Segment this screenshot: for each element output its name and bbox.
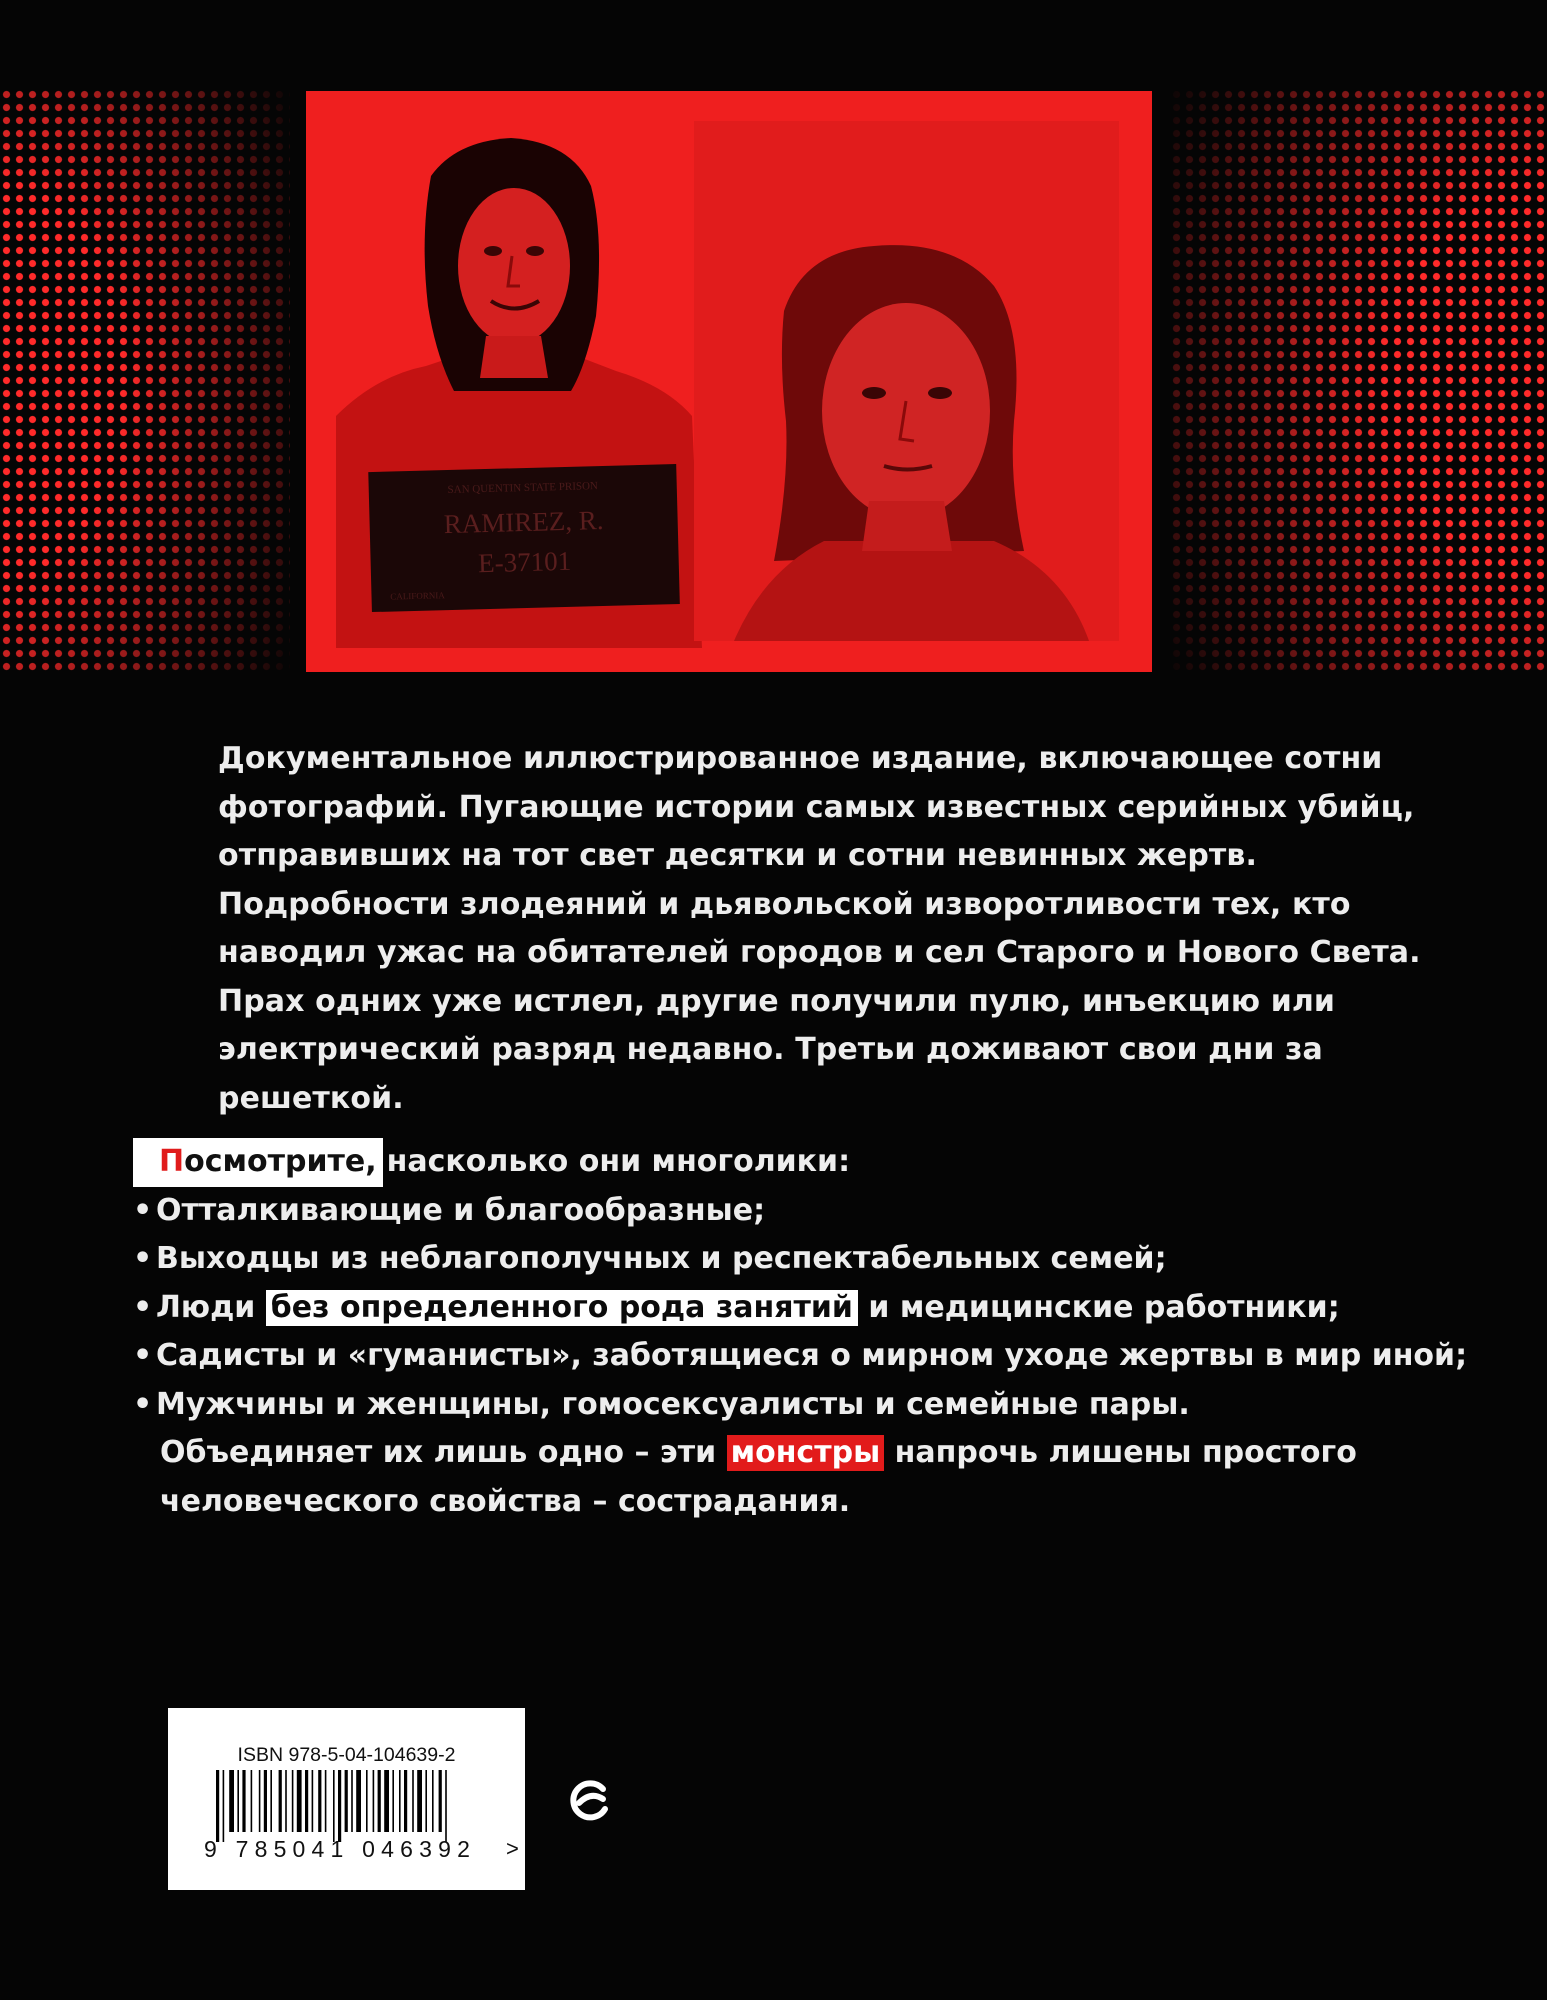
list-item-text: Люди	[156, 1289, 256, 1325]
list-item: • Мужчины и женщины, гомосексуалисты и семейные пары.	[133, 1386, 1190, 1422]
barcode-bar	[399, 1770, 401, 1832]
barcode-arrow: >	[506, 1836, 519, 1861]
placard-number: E-37101	[477, 545, 572, 579]
barcode-bar	[259, 1770, 261, 1832]
barcode-digits: 9 785041 046392	[204, 1836, 477, 1862]
barcode-bar	[425, 1770, 427, 1832]
barcode-bar	[384, 1770, 389, 1832]
barcode-bar	[279, 1770, 282, 1832]
barcode-bar	[242, 1770, 245, 1832]
barcode-bar	[325, 1770, 327, 1832]
mugshot-woman	[694, 121, 1119, 641]
list-item-text: и медицинские работники;	[868, 1289, 1340, 1325]
barcode-bar	[264, 1770, 267, 1832]
book-description	[218, 735, 1448, 1123]
barcode-bar	[270, 1770, 272, 1832]
list-item: • Люди без определенного рода занятий и медицинские работники;	[133, 1289, 1340, 1325]
barcode-bar	[229, 1770, 234, 1832]
list-item: • Выходцы из неблагополучных и респектабельных семей;	[133, 1241, 1167, 1276]
barcode-bar	[333, 1770, 335, 1842]
list-item: • Садисты и «гуманисты», заботящиеся о мирном уходе жертвы в мир иной;	[133, 1338, 1468, 1373]
barcode-bar	[223, 1770, 225, 1842]
lead-tail: насколько они многолики:	[386, 1144, 851, 1179]
description-text: Документальное иллюстрированное издание, включающее сотни фотографий. Пугающие истории самых известных серийных убийц, отправивших на тот свет десятки и сотни невинных жертв. Подробности злодеяний и дьявольской изворотливости тех, кто наводил ужас на обитателей городов и сел Старого и Нового Света. Прах одних уже истлел, другие получили пулю, инъекцию или электрический разряд недавно. Третьи доживают свои дни за решеткой.	[218, 741, 1421, 1116]
list-item-text: Отталкивающие и благообразные;	[156, 1192, 766, 1228]
isbn-barcode	[168, 1708, 525, 1890]
list-item-text: Садисты и «гуманисты», заботящиеся о мирном уходе жертвы в мир иной;	[156, 1338, 1468, 1373]
closing-text: Объединяет их лишь одно – эти	[160, 1435, 717, 1470]
barcode-bar	[251, 1770, 253, 1832]
mugshot-man	[336, 116, 702, 648]
barcode-bar	[378, 1770, 381, 1832]
barcode-bar	[404, 1770, 407, 1832]
barcode-bar	[356, 1770, 361, 1832]
lead-first-letter: П	[159, 1144, 185, 1179]
barcode-bar	[292, 1770, 294, 1832]
barcode-bar	[351, 1770, 353, 1832]
list-item-text: Мужчины и женщины, гомосексуалисты и семейные пары.	[156, 1386, 1190, 1422]
barcode-bar	[445, 1770, 447, 1842]
halftone-dots-right	[1170, 88, 1547, 672]
barcode-bar	[338, 1770, 341, 1842]
isbn-label: ISBN 978-5-04-104639-2	[237, 1744, 456, 1766]
features-list	[133, 1138, 1468, 1526]
list-item-text: Выходцы из неблагополучных и респектабельных семей;	[156, 1241, 1167, 1276]
barcode-bar	[439, 1770, 442, 1832]
closing-line1	[133, 1429, 1433, 1478]
barcode-bars	[216, 1770, 478, 1842]
barcode-bar	[312, 1770, 314, 1832]
barcode-bar	[412, 1770, 414, 1832]
mugshot-man-illustration	[336, 116, 702, 648]
highlight-red: монстры	[727, 1435, 885, 1471]
eksmo-logo-icon	[565, 1775, 615, 1825]
placard-name: RAMIREZ, R.	[443, 504, 604, 540]
barcode-bar	[345, 1770, 348, 1832]
lead-rest: осмотрите,	[184, 1144, 377, 1179]
barcode-bar	[366, 1770, 368, 1832]
closing-text: напрочь лишены простого	[894, 1435, 1357, 1470]
barcode-bar	[305, 1770, 308, 1832]
barcode-bar	[237, 1770, 239, 1832]
lead-highlight	[133, 1138, 383, 1187]
mugshot-woman-illustration	[694, 121, 1119, 641]
placard-line4: CALIFORNIA	[390, 590, 445, 602]
halftone-dots-left	[0, 88, 290, 672]
barcode-bar	[285, 1770, 287, 1832]
barcode-bar	[373, 1770, 375, 1832]
list-item: • Отталкивающие и благообразные;	[133, 1192, 766, 1228]
barcode-bar	[417, 1770, 422, 1832]
hero-red-panel	[306, 91, 1152, 672]
barcode-bar	[318, 1770, 321, 1832]
highlight-white: без определенного рода занятий	[266, 1290, 858, 1326]
list-lead	[133, 1138, 1433, 1187]
closing-line2: человеческого свойства – сострадания.	[160, 1483, 851, 1519]
barcode-bar	[392, 1770, 394, 1832]
barcode-bar	[432, 1770, 434, 1832]
barcode-bar	[216, 1770, 219, 1842]
placard-line1: SAN QUENTIN STATE PRISON	[447, 480, 599, 497]
barcode-bar	[297, 1770, 302, 1832]
